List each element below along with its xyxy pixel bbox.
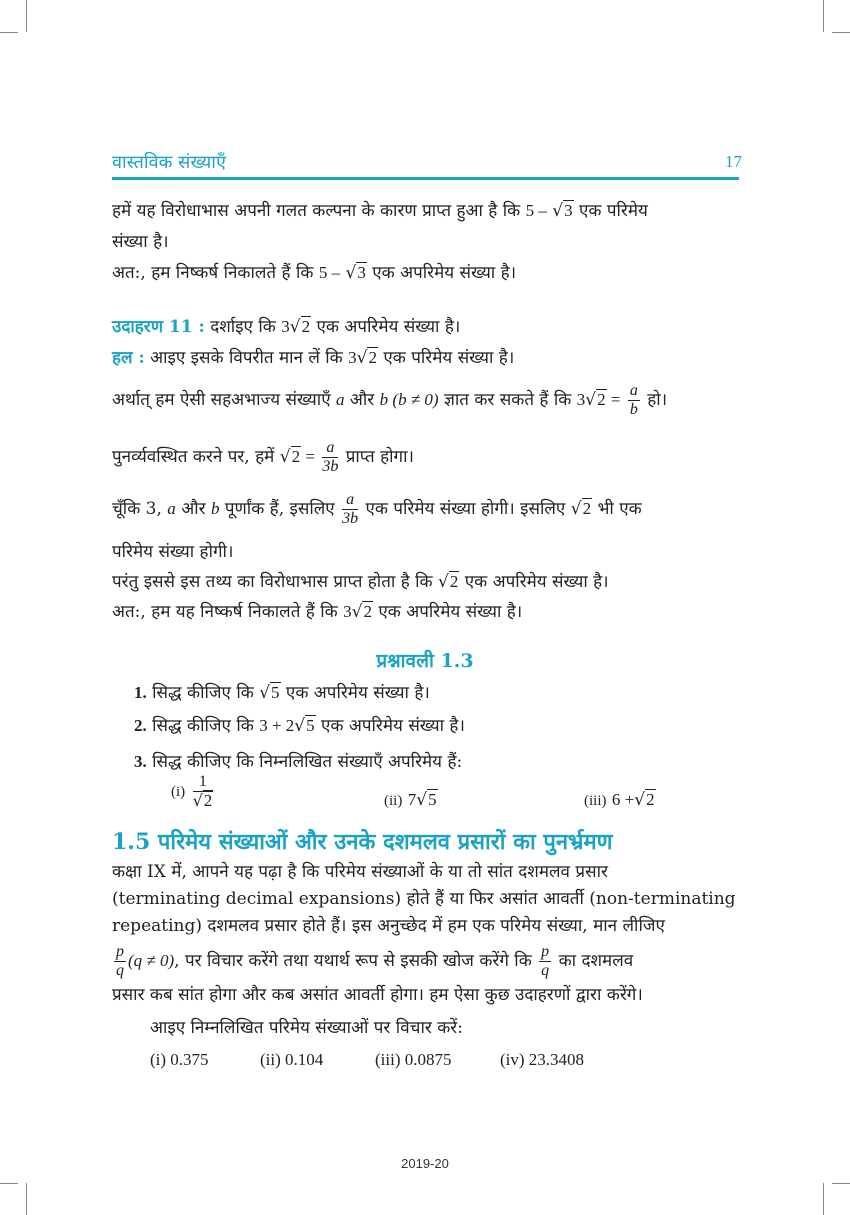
radicand: 2 — [582, 499, 592, 519]
text: एक परिमेय संख्या है। — [377, 348, 515, 368]
fraction — [628, 383, 640, 418]
option-label: (i) — [171, 783, 186, 800]
section-line-3: repeating) दशमलव प्रसार होते हैं। इस अनुच्छेद में हम एक परिमेय संख्या, मान लीजिए — [112, 916, 665, 936]
sqrt-expr: √2 — [356, 348, 377, 368]
sqrt-expr: √2 — [438, 572, 459, 592]
var-b: b — [379, 390, 389, 410]
sqrt-expr: √5 — [294, 716, 315, 736]
sqrt-expr: √5 — [416, 790, 437, 810]
text: अत:, हम निष्कर्ष निकालते हैं कि — [112, 263, 319, 283]
question-number: 1. — [134, 683, 147, 702]
numerator: a — [629, 382, 638, 399]
radicand: 2 — [449, 572, 459, 591]
fraction — [193, 774, 214, 810]
header-rule — [112, 177, 739, 180]
fraction — [114, 944, 126, 979]
equals: = — [606, 390, 621, 410]
decimal-option-4: (iv) 23.3408 — [500, 1050, 585, 1069]
radicand: 2 — [646, 790, 655, 809]
section-line-1: कक्षा IX में, आपने यह पढ़ा है कि परिमेय संख्याओं के या तो सांत दशमलव प्रसार — [112, 862, 608, 882]
crop-mark-top-left-h — [0, 32, 18, 33]
question-number: 3. — [134, 752, 147, 771]
math-expr: 5 – — [318, 263, 341, 282]
solution-line-7 — [112, 601, 522, 623]
decimal-option-1: (i) 0.375 — [150, 1050, 209, 1069]
exercise-heading: प्रश्नावली 1.3 — [376, 650, 474, 672]
text: अर्थात् हम ऐसी सहअभाज्य संख्याएँ — [112, 390, 336, 411]
text: एक अपरिमेय संख्या है। — [366, 263, 517, 283]
denominator: 3b — [322, 457, 339, 475]
option-i — [171, 774, 215, 810]
radicand: 2 — [291, 447, 301, 467]
section-line-5: प्रसार कब सांत होगा और कब असांत आवर्ती होगा। हम ऐसा कुछ उदाहरणों द्वारा करेंगे। — [112, 985, 643, 1005]
question-3 — [134, 751, 462, 773]
radicand: 2 — [363, 602, 372, 621]
chapter-title: वास्तविक संख्याएँ — [112, 152, 226, 173]
radicand: 2 — [368, 348, 377, 367]
var-a: a — [336, 390, 345, 410]
text: सिद्ध कीजिए कि — [146, 683, 260, 703]
sqrt-expr: √2 — [289, 317, 311, 337]
radicand: 2 — [597, 390, 606, 410]
text: परंतु इससे इस तथ्य का विरोधाभास प्राप्त होता है कि — [112, 572, 439, 592]
text: प्राप्त होगा। — [340, 447, 414, 468]
text: एक अपरिमेय संख्या है। — [311, 317, 461, 337]
text: का दशमलव — [553, 951, 634, 972]
text: एक अपरिमेय संख्या है। — [459, 572, 609, 592]
sqrt-expr: √5 — [259, 683, 280, 703]
question-1 — [134, 682, 430, 704]
text: हमें यह विरोधाभास अपनी गलत कल्पना के कारण प्राप्त हुआ है कि — [112, 201, 526, 221]
option-ii — [384, 789, 438, 811]
decimal-option-3: (iii) 0.0875 — [375, 1050, 452, 1069]
numerator: p — [541, 943, 550, 960]
text: , पर विचार करेंगे तथा यथार्थ रूप से इसकी खोज करेंगे कि — [174, 951, 538, 972]
text: ज्ञात कर सकते हैं कि — [438, 390, 577, 411]
var-b: b — [210, 499, 220, 519]
sqrt-expr: √3 — [345, 263, 366, 283]
crop-mark-top-right-v — [823, 0, 824, 32]
text: एक परिमेय — [573, 201, 648, 221]
solution-line-3 — [112, 440, 414, 475]
var-a: a — [167, 499, 176, 519]
sqrt-expr: √2 — [570, 499, 592, 520]
fraction — [539, 944, 551, 979]
question-number: 2. — [134, 716, 147, 735]
sqrt-expr: √3 — [552, 201, 573, 221]
crop-mark-bottom-left-h — [0, 1183, 18, 1184]
sqrt-expr: √2 — [279, 447, 301, 468]
fraction — [342, 492, 358, 527]
crop-mark-top-left-v — [26, 0, 27, 32]
text: एक अपरिमेय संख्या है। — [372, 602, 523, 622]
text: भी एक — [592, 499, 642, 520]
option-iii — [584, 789, 656, 811]
example-11-statement — [112, 316, 460, 338]
radicand: 5 — [271, 683, 280, 702]
paragraph-1-line-2: संख्या है। — [112, 232, 169, 252]
solution-line-1 — [112, 347, 514, 369]
footer-year: 2019-20 — [401, 1156, 449, 1171]
denominator: b — [629, 400, 638, 418]
text: पुनर्व्यवस्थित करने पर, हमें — [112, 447, 280, 468]
text: पूर्णांक हैं, इसलिए — [219, 499, 341, 520]
radicand: 5 — [306, 716, 315, 735]
solution-line-4 — [112, 492, 642, 527]
text: और — [175, 499, 211, 520]
numerator: 1 — [193, 774, 214, 792]
equals: = — [301, 447, 315, 467]
crop-mark-bottom-right-h — [832, 1183, 850, 1184]
example-label: उदाहरण 11 : — [112, 317, 205, 337]
coefficient: 3 — [281, 317, 290, 336]
section-heading: 1.5 परिमेय संख्याओं और उनके दशमलव प्रसारों का पुनर्भ्रमण — [112, 829, 613, 855]
condition: (b ≠ 0) — [388, 390, 439, 410]
condition: (q ≠ 0) — [128, 951, 175, 971]
solution-line-5: परिमेय संख्या होगी। — [112, 542, 234, 562]
radicand: 2 — [301, 317, 311, 336]
text: एक अपरिमेय संख्या है। — [315, 716, 465, 736]
coefficient: 3 — [343, 602, 352, 621]
denominator: q — [541, 961, 550, 979]
crop-mark-bottom-left-v — [26, 1183, 27, 1215]
numerator: a — [322, 440, 338, 458]
denominator: 3b — [342, 509, 359, 527]
fraction — [322, 440, 338, 475]
page-number: 17 — [725, 152, 742, 171]
text: दर्शाइए कि — [204, 317, 282, 337]
math-expr: 5 – — [525, 201, 547, 220]
numerator: a — [342, 492, 358, 510]
decimal-option-2: (ii) 0.104 — [260, 1050, 324, 1069]
text: हो। — [641, 390, 668, 411]
text: एक परिमेय संख्या होगी। इसलिए — [360, 499, 571, 520]
sqrt-expr: √2 — [634, 790, 655, 810]
solution-line-6 — [112, 571, 609, 593]
radicand: 2 — [203, 790, 213, 810]
option-label: (iii) — [584, 793, 607, 809]
coefficient: 7 — [407, 790, 417, 809]
text: चूँकि 3, — [112, 499, 168, 520]
coefficient: 3 — [576, 390, 586, 410]
text: आइए इसके विपरीत मान लें कि — [144, 348, 349, 368]
math-expr: 3 + 2 — [259, 716, 295, 735]
crop-mark-bottom-right-v — [823, 1183, 824, 1215]
crop-mark-top-right-h — [832, 32, 850, 33]
text: और — [344, 390, 380, 411]
text: सिद्ध कीजिए कि — [146, 716, 260, 736]
text: अत:, हम यह निष्कर्ष निकालते हैं कि — [112, 602, 344, 622]
sqrt-expr: √2 — [585, 390, 606, 411]
radicand: 3 — [564, 201, 573, 220]
question-2 — [134, 715, 465, 737]
math-expr: 6 + — [611, 790, 635, 809]
denominator: q — [116, 961, 124, 979]
coefficient: 3 — [348, 348, 357, 367]
solution-line-2 — [112, 383, 667, 418]
text: सिद्ध कीजिए कि निम्नलिखित संख्याएँ अपरिमेय हैं: — [146, 752, 463, 772]
radicand: 5 — [428, 790, 437, 809]
section-line-4 — [112, 944, 633, 979]
text: एक अपरिमेय संख्या है। — [280, 683, 430, 703]
solution-label: हल : — [112, 348, 145, 368]
numerator: p — [116, 943, 124, 960]
section-line-6: आइए निम्नलिखित परिमेय संख्याओं पर विचार करें: — [150, 1018, 463, 1038]
sqrt-expr: √2 — [351, 602, 372, 622]
option-label: (ii) — [384, 793, 403, 809]
radicand: 3 — [357, 263, 366, 282]
denominator-sqrt: √2 — [192, 790, 213, 810]
section-line-2: (terminating decimal expansions) होते हैं या फिर असांत आवर्ती (non-terminating — [112, 889, 736, 909]
paragraph-2 — [112, 262, 516, 284]
paragraph-1-line-1 — [112, 200, 648, 222]
